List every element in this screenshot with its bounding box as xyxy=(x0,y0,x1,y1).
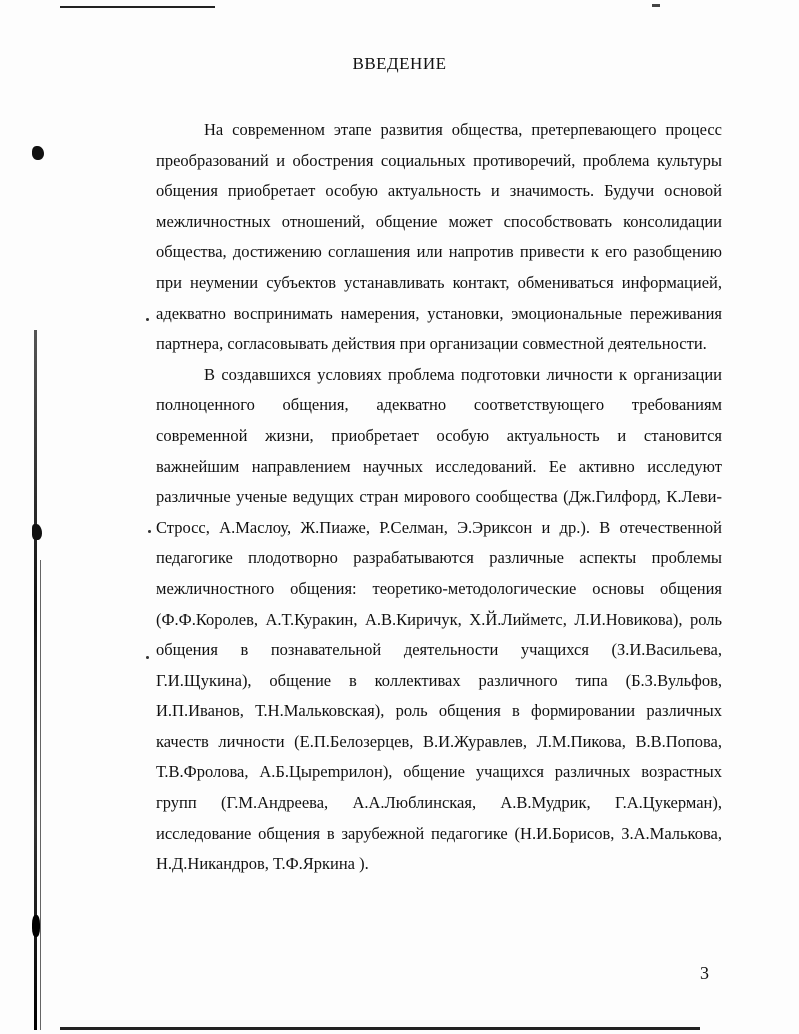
scan-artifact-dot xyxy=(148,530,151,533)
document-heading: ВВЕДЕНИЕ xyxy=(352,54,447,73)
scan-artifact-top-mark xyxy=(652,4,660,7)
page-number: 3 xyxy=(700,963,709,983)
scan-artifact-blot xyxy=(32,915,40,937)
scan-artifact-blot xyxy=(32,524,42,540)
scan-artifact-top-line xyxy=(60,6,215,8)
scan-artifact-left-thin-line xyxy=(40,560,41,1030)
document-body xyxy=(156,115,722,880)
scan-artifact-dot xyxy=(146,656,149,659)
paragraph-2: В создавшихся условиях проблема подготовки личности к организации полноценного общения, адекватно соответствующего требованиям современной жизни, приобретает особую актуальность и становится важнейшим направлением научных исследований. Ее активно исследуют различные ученые ведущих стран мирового сообщества (Дж.Гилфорд, К.Леви-Стросс, А.Маслоу, Ж.Пиаже, Р.Селман, Э.Эриксон и др.). В отечественной педагогике плодотворно разрабатываются различные аспекты проблемы межличностного общения: теоретико-методологические основы общения (Ф.Ф.Королев, А.Т.Куракин, А.В.Киричук, Х.Й.Лийметс, Л.И.Новикова), роль общения в познавательной деятельности учащихся (З.И.Васильева, Г.И.Щукина), общение в коллективах различного типа (Б.З.Вульфов, И.П.Иванов, Т.Н.Мальковская), роль общения в формировании различных качеств личности (Е.П.Белозерцев, В.И.Журавлев, Л.М.Пикова, В.В.Попова, Т.В.Фролова, А.Б.Цырempилон), общение учащихся различных возрастных групп (Г.М.Андреева, А.А.Люблинская, А.В.Мудрик, Г.А.Цукерман), исследование общения в зарубежной педагогике (Н.И.Борисов, З.А.Малькова, Н.Д.Никандров, Т.Ф.Яркина ). xyxy=(156,364,722,874)
scan-artifact-blot xyxy=(32,146,44,160)
paragraph-1: На современном этапе развития общества, претерпевающего процесс преобразований и обострения социальных противоречий, проблема культуры общения приобретает особую актуальность и значимость. Будучи основой межличностных отношений, общение может способствовать консолидации общества, достижению соглашения или напротив привести к его разобщению при неумении субъектов устанавливать контакт, обмениваться информацией, адекватно воспринимать намерения, установки, эмоциональные переживания партнера, согласовывать действия при организации совместной деятельности. xyxy=(156,120,722,354)
scan-artifact-bottom-line xyxy=(60,1027,700,1030)
scan-artifact-dot xyxy=(146,318,149,321)
